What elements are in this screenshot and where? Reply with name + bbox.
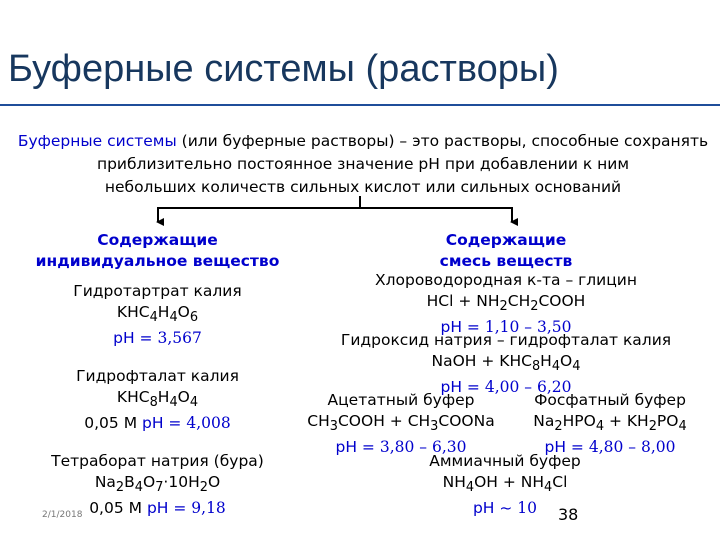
slide-title: Буферные системы (растворы)	[8, 48, 559, 90]
right-column	[375, 230, 637, 272]
phthalate-k-name: Гидрофталат калия	[76, 367, 239, 385]
naoh-phthalate-block	[300, 330, 712, 398]
tartrate-block	[20, 281, 295, 349]
left-header	[20, 230, 295, 272]
page-number: 38	[558, 505, 579, 524]
left-column	[20, 230, 295, 272]
naoh-phthalate-name: Гидроксид натрия – гидрофталат калия	[340, 331, 672, 349]
borax-block	[20, 451, 295, 519]
definition-line-2: приблизительно постоянное значение рН при добавлении к ним	[96, 155, 630, 173]
phosphate-formula: $Na_2HPO_4 + KH_2PO_4$	[533, 412, 687, 435]
phosphate-ph: рН = 4,80 – 8,00	[544, 438, 676, 457]
phthalate-k-formula: $KHC_8H_4O_4$	[116, 388, 199, 411]
right-header-line-1: Содержащие	[445, 231, 567, 249]
phthalate-k-block	[20, 366, 295, 434]
footer-date: 2/1/2018	[42, 510, 83, 520]
definition-line-1: (или буферные растворы) – это растворы, способные сохранять	[176, 132, 709, 150]
ammonia-name: Аммиачный буфер	[429, 452, 581, 470]
borax-conc-ph: 0,05 М рН = 9,18	[89, 499, 226, 518]
tartrate-formula: $KHC_4H_4O_6$	[116, 303, 199, 326]
phthalate-k-conc-ph: 0,05 М рН = 4,008	[84, 414, 231, 433]
naoh-phthalate-formula: NaOH + $KHC_8H_4O_4$	[431, 352, 581, 375]
ammonia-block	[380, 451, 630, 519]
naoh-phthalate-ph: рН = 4,00 – 6,20	[440, 378, 572, 397]
acetate-ph: рН = 3,80 – 6,30	[335, 438, 467, 457]
ammonia-ph: рН ~ 10	[472, 499, 538, 518]
right-header-line-2: смесь веществ	[439, 252, 573, 270]
tartrate-ph: рН = 3,567	[113, 329, 202, 348]
glycine-block	[300, 270, 712, 338]
borax-name: Тетраборат натрия (бура)	[51, 452, 264, 470]
definition-term: Буферные системы	[17, 132, 177, 150]
phosphate-block	[512, 390, 708, 458]
left-header-line-1: Содержащие	[97, 231, 218, 249]
glycine-name: Хлороводородная к-та – глицин	[374, 271, 638, 289]
left-header-line-2: индивидуальное вещество	[35, 252, 280, 270]
glycine-ph: рН = 1,10 – 3,50	[440, 318, 572, 337]
acetate-name: Ацетатный буфер	[327, 391, 475, 409]
phosphate-name: Фосфатный буфер	[534, 391, 686, 409]
right-header	[375, 230, 637, 272]
definition-line-3: небольших количеств сильных кислот или сильных оснований	[104, 178, 622, 196]
glycine-formula: HCl + $NH_2CH_2COOH$	[426, 292, 586, 315]
acetate-block	[290, 390, 512, 458]
ammonia-formula: $NH_4OH + NH_4Cl$	[442, 473, 568, 496]
acetate-formula: $CH_3COOH$ + $CH_3COONa$	[307, 412, 495, 435]
tartrate-name: Гидротартрат калия	[73, 282, 242, 300]
borax-formula: $Na_2B_4O_7\cdot 10H_2O$	[94, 473, 221, 496]
